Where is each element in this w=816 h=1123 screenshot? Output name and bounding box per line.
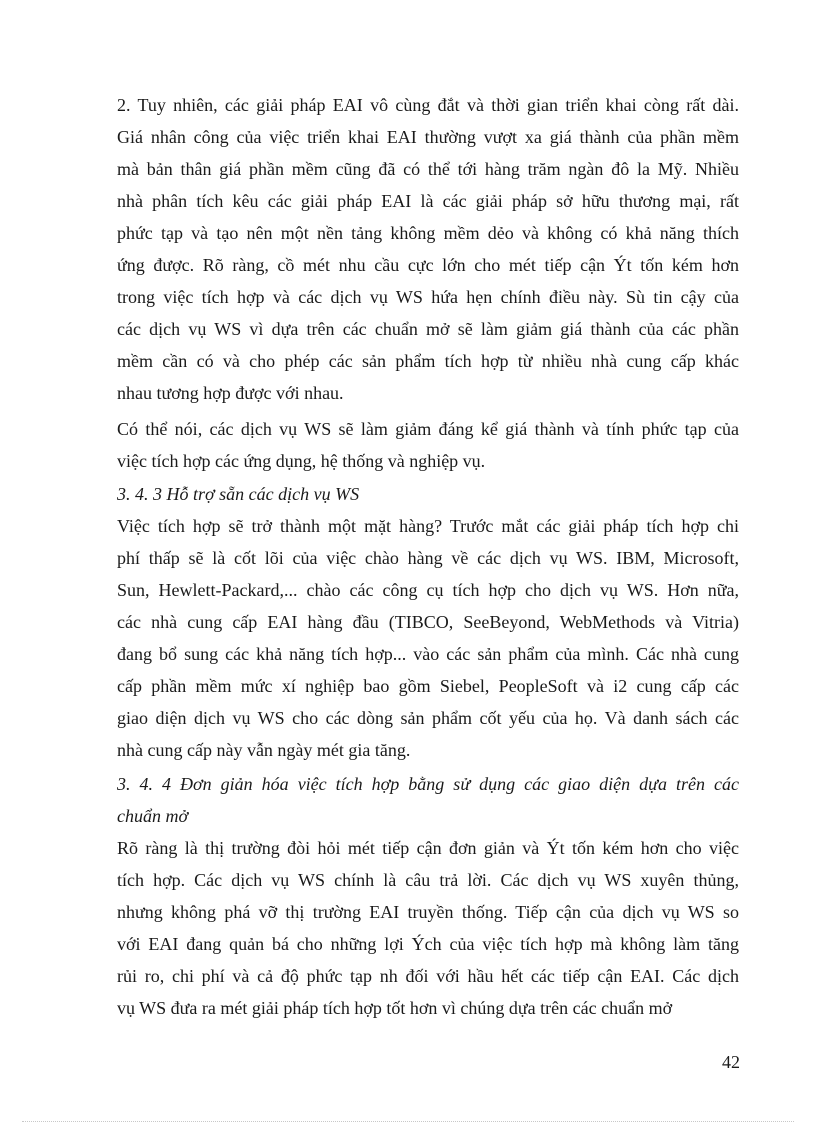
paragraph xyxy=(117,832,739,1024)
text-line: Việc tích hợp sẽ trở thành một mặt hàng? Trước mắt các giải pháp tích hợp chi xyxy=(117,516,739,536)
text-line: mà bản thân giá phần mềm cũng đã có thể tới hàng trăm ngàn đô la Mỹ. Nhiều xyxy=(117,159,739,179)
text-line: nhau tương hợp được với nhau. xyxy=(117,383,344,403)
text-line: rủi ro, chi phí và cả độ phức tạp nh đối với hầu hết các tiếp cận EAI. Các dịch xyxy=(117,966,739,986)
text-line: nhà cung cấp này vẫn ngày mét gia tăng. xyxy=(117,740,411,760)
text-line: các dịch vụ WS vì dựa trên các chuẩn mở sẽ làm giảm giá thành của các phần xyxy=(117,319,739,339)
text-line: phí thấp sẽ là cốt lõi của việc chào hàng về các dịch vụ WS. IBM, Microsoft, xyxy=(117,548,739,568)
text-line: 2. Tuy nhiên, các giải pháp EAI vô cùng đắt và thời gian triển khai còng rất dài. xyxy=(117,95,739,115)
text-line: vụ WS đưa ra mét giải pháp tích hợp tốt hơn vì chúng dựa trên các chuẩn mở xyxy=(117,998,673,1018)
text-line: Giá nhân công của việc triển khai EAI thường vượt xa giá thành của phần mềm xyxy=(117,127,739,147)
text-line: tích hợp. Các dịch vụ WS chính là câu trả lời. Các dịch vụ WS xuyên thủng, xyxy=(117,870,739,890)
text-line: giao diện dịch vụ WS cho các dòng sản phẩm cốt yếu của họ. Và danh sách các xyxy=(117,708,739,728)
text-line: phức tạp và tạo nên một nền tảng không mềm dẻo và không có khả năng thích xyxy=(117,223,739,243)
text-line: các nhà cung cấp EAI hàng đầu (TIBCO, SeeBeyond, WebMethods và Vitria) xyxy=(117,612,739,632)
paragraph xyxy=(117,413,739,477)
footer-divider xyxy=(22,1121,794,1122)
heading-line: 3. 4. 4 Đơn giản hóa việc tích hợp bằng sử dụng các giao diện dựa trên các xyxy=(117,774,739,794)
paragraph xyxy=(117,89,739,409)
section-heading xyxy=(117,768,739,832)
text-line: nhưng không phá vỡ thị trường EAI truyền thống. Tiếp cận của dịch vụ WS so xyxy=(117,902,739,922)
text-line: mềm cần có và cho phép các sản phẩm tích hợp từ nhiều nhà cung cấp khác xyxy=(117,351,739,371)
text-line: Rõ ràng là thị trường đòi hỏi mét tiếp cận đơn giản và Ýt tốn kém hơn cho việc xyxy=(117,838,739,858)
text-line: nhà phân tích kêu các giải pháp EAI là các giải pháp sở hữu thương mại, rất xyxy=(117,191,739,211)
text-line: Sun, Hewlett-Packard,... chào các công cụ tích hợp cho dịch vụ WS. Hơn nữa, xyxy=(117,580,739,600)
text-line: Có thể nói, các dịch vụ WS sẽ làm giảm đáng kể giá thành và tính phức tạp của xyxy=(117,419,739,439)
heading-line: chuẩn mở xyxy=(117,806,189,826)
text-line: với EAI đang quản bá cho những lợi Ých của việc tích hợp mà không làm tăng xyxy=(117,934,739,954)
text-line: ứng được. Rõ ràng, cồ mét nhu cầu cực lớn cho mét tiếp cận Ýt tốn kém hơn xyxy=(117,255,739,275)
paragraph xyxy=(117,510,739,766)
page-number: 42 xyxy=(722,1052,740,1072)
text-line: việc tích hợp các ứng dụng, hệ thống và nghiệp vụ. xyxy=(117,451,486,471)
text-line: đang bổ sung các khả năng tích hợp... vào các sản phẩm của mình. Các nhà cung xyxy=(117,644,739,664)
section-heading xyxy=(117,478,739,510)
text-line: trong việc tích hợp và các dịch vụ WS hứa hẹn chính điều này. Sù tin cậy của xyxy=(117,287,739,307)
heading-line: 3. 4. 3 Hỗ trợ sẵn các dịch vụ WS xyxy=(117,484,360,504)
text-line: cấp phần mềm mức xí nghiệp bao gồm Siebel, PeopleSoft và i2 cung cấp các xyxy=(117,676,739,696)
